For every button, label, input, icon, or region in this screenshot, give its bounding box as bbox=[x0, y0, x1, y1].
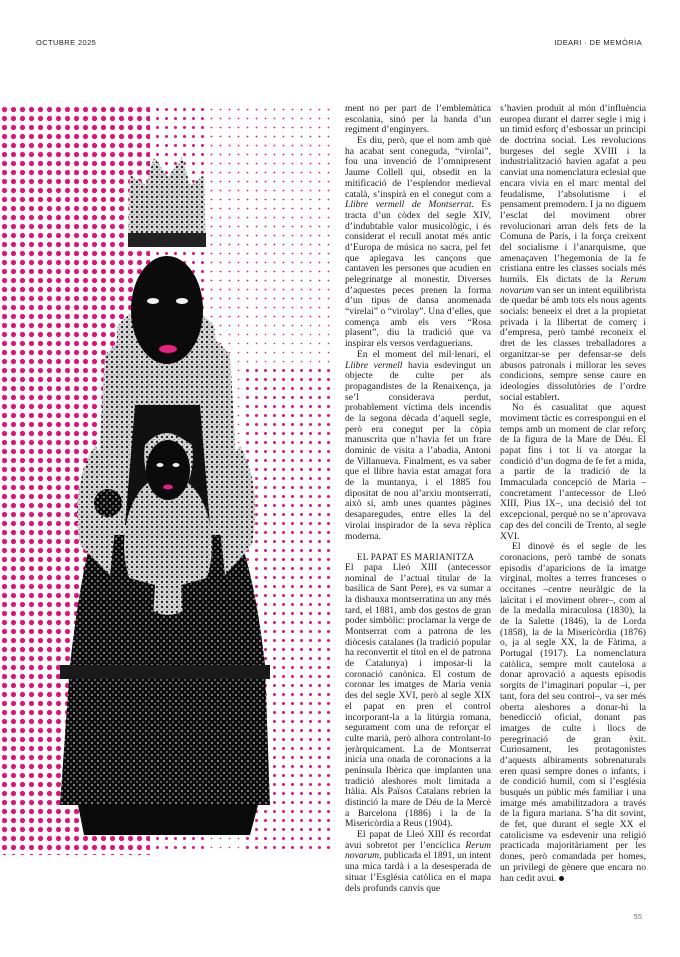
page-number: 55 bbox=[633, 912, 642, 921]
madonna-statue-image bbox=[0, 105, 336, 855]
paragraph: El papat de Lleó XIII és recordat avui sobretot per l’encíclica Rerum novarum, publicada el 1891, un intent una mica tardà i a la desesperada de situar l’Església catòlica en el mapa dels profunds canvis que bbox=[345, 829, 491, 894]
subheading: EL PAPAT ES MARIANITZA bbox=[357, 552, 475, 563]
end-of-article-mark bbox=[559, 876, 564, 881]
section-label: IDEARI · DE MEMÒRIA bbox=[554, 38, 642, 47]
paragraph: Es diu, però, que el nom amb què ha acabat sent coneguda, “virolai”, fou una invenció de l’omnipresent Jaume Collell qui, obsedit en la mitificació de l’esplendor medieval català, s’inspirà en el conegut com a Llibre vermell de Montserrat. Es tracta d’un còdex del segle XIV, d’indubtable valor musicològic, i és considerat el recull anotat més antic d’Europa de música no sacra, pel fet que aplegava les cançons que cantaven les persones que acudien en pelegrinatge al monestir. Diverses d’aquestes peces prenen la forma d’un tipus de dansa anomenada “virelai” o “virolay”. Una d’elles, que comença amb els vers “Rosa plasent”, diu la tradició que va inspirar els versos verdaguerians. bbox=[345, 135, 491, 350]
paragraph: No és casualitat que aquest moviment tàctic es correspongui en el temps amb un moment de clar reforç de la figura de la Mare de Déu. El papat fins i tot li va atorgar la condició d’un dogma de fe fet a mida, a partir de la tradició de la Immaculada concepció de Maria –concretament l’antecessor de Lleó XIII, Pius IX–, una decisió del tot excepcional, perquè no se n’aprovava cap des del concili de Trento, al segle XVI. bbox=[500, 402, 646, 542]
paragraph: s’havien produït al món d’influència europea durant el darrer segle i mig i un tímid esforç d’esbossar un principi de doctrina social. Les revolucions burgeses del segle XVIII i la industrialització havien agafat a peu canviat una nomenclatura eclesial que encara vivia en el marc mental del feudalisme, l’absolutisme i el pensament premodern. I ja no diguem l’esclat del moviment obrer revolucionari arran dels fets de la Comuna de París, i la força creixent del socialisme i l’anarquisme, que amenaçaven l’hegemonia de la fe cristiana entre les classes socials més humils. Els dictats de la Rerum novarum van ser un intent equilibrista de quedar bé amb tots els nous agents socials: beneeix el dret a la propietat privada i la llibertat de comerç i d’empresa, però també reconeix el dret de les classes treballadores a organitzar-se per defensar-se dels abusos patronals i millorar les seves condicions, sempre sense caure en ideologies dissolutòries de l’ordre social establert. bbox=[500, 103, 646, 403]
paragraph: ment no per part de l’emblemàtica escolania, sinó per la banda d’un regiment d’enginyers. bbox=[345, 103, 491, 136]
paragraph: El dinovè és el segle de les coronacions, però també de sonats episodis d’aparicions de la imatge virginal, moltes a terres franceses o occitanes –centre neuràlgic de la laïcitat i el moviment obrer–, com al de la medalla miraculosa (1830), la de la Salette (1846), la de Lorda (1858), la de la Misericòrdia (1876) o, ja al segle XX, la de Fàtima, a Portugal (1917). La nomenclatura catòlica, sempre molt cautelosa a donar aprovació a aquests episodis sorgits de l’imaginari popular –i, per tant, fora del seu control–, va ser més oberta aleshores a donar-hi la benedicció oficial, donant pas imatges de culte i llocs de peregrinació de gran èxit. Curiosament, les protagonistes d’aquests albiraments sobrenaturals eren quasi sempre dones o infants, i de condició humil, com si l’església busqués un públic més familiar i una imatge més amabilitzadora a través de la figura mariana. S’ha dit sovint, de fet, que durant el segle XX el catolicisme va esdevenir una religió practicada majoritàriament per les dones, però comandada per homes, un privilegi de gènere que encara no han cedit avui. bbox=[500, 541, 646, 884]
issue-date: OCTUBRE 2025 bbox=[36, 38, 97, 47]
paragraph: En el moment del mil·lenari, el Llibre vermell havia esdevingut un objecte de culte per als propagandistes de la Renaixença, ja se’l considerava perdut, probablement víctima dels incendis de la segona dècada d’aquell segle, però era conegut per la còpia manuscrita que n’havia fet un frare dominic de visita a l’abadia, Antoni de Villanueva. Finalment, es va saber que el llibre havia estat amagat fora de la muntanya, i el 1885 fou dipositat de nou al’arxiu montserratí, això sí, amb unes quantes pàgines desaparegudes, entre elles la del virolai inspirador de la seva rèplica moderna. bbox=[345, 348, 491, 542]
article-column-1 bbox=[345, 104, 491, 894]
paragraph: El papa Lleó XIII (antecessor nominal de l’actual titular de la basílica de Sant Pere), es va sumar a la disbauxa montserratina un any més tard, el 1881, amb dos gestos de gran poder simbòlic: proclamar la verge de Montserrat com a patrona de les diòcesis catalanes (la tradició popular ha reconvertit el títol en el de patrona de Catalunya) i imposar-li la coronació canònica. El costum de coronar les imatges de Maria venia des del segle XVI, però al segle XIX el papat en pren el control incorporant-la a la litúrgia romana, segurament com una de reforçar el culte marià, però alhora controlant-lo jeràrquicament. La de Montserrat inicia una onada de coronacions a la península Ibèrica que implanten una tradició aleshores molt limitada a Itàlia. Als Països Catalans rebrien la distinció la mare de Déu de la Mercè a Barcelona (1886) i la de la Misericòrdia a Reus (1904). bbox=[345, 561, 491, 830]
article-column-2 bbox=[500, 104, 646, 884]
